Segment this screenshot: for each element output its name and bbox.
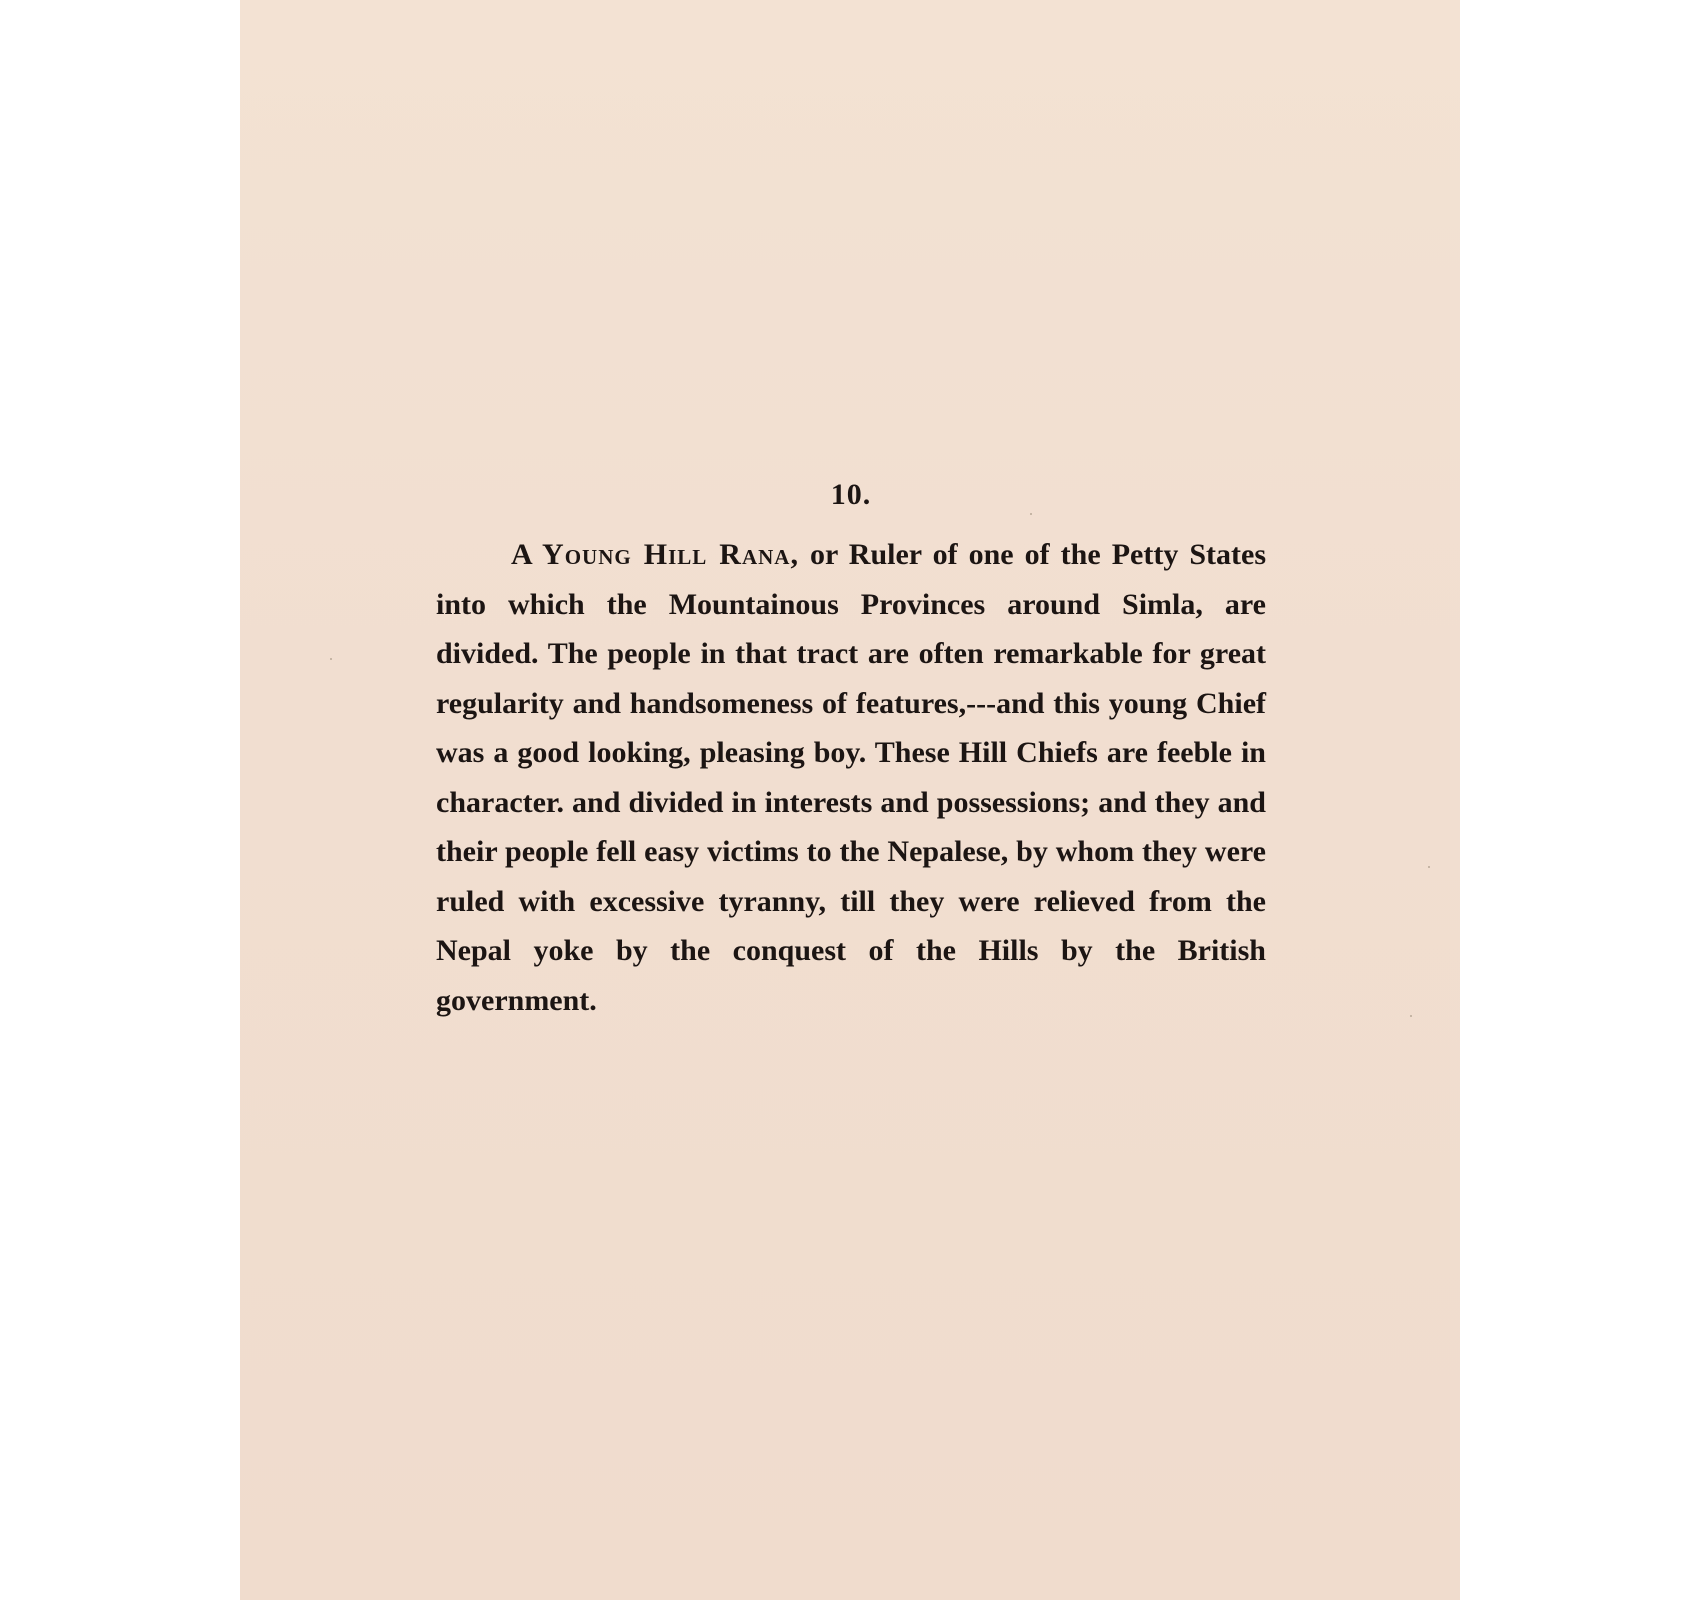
- book-page: [240, 0, 1460, 1600]
- text-block: [436, 478, 1266, 1025]
- paper-speck: [1410, 1015, 1412, 1017]
- description-body: or Ruler of one of the Petty States into which the Mountainous Provinces around Simla, are divided. The people in that tract are often remarkable for great regularity and handsomeness of features,---and this young Chief was a good looking, pleasing boy. These Hill Chiefs are feeble in character. and divided in interests and possessions; and they and their people fell easy victims to the Nepalese, by whom they were ruled with excessive tyranny, till they were relieved from the Nepal yoke by the conquest of the Hills by the British government.: [436, 538, 1267, 1017]
- plate-number: 10.: [830, 478, 872, 511]
- paper-speck: [1428, 866, 1430, 868]
- title-article: A: [511, 538, 532, 571]
- paper-speck: [330, 658, 332, 660]
- title-subject: Young Hill Rana,: [542, 538, 799, 571]
- plate-description: [436, 530, 1266, 1025]
